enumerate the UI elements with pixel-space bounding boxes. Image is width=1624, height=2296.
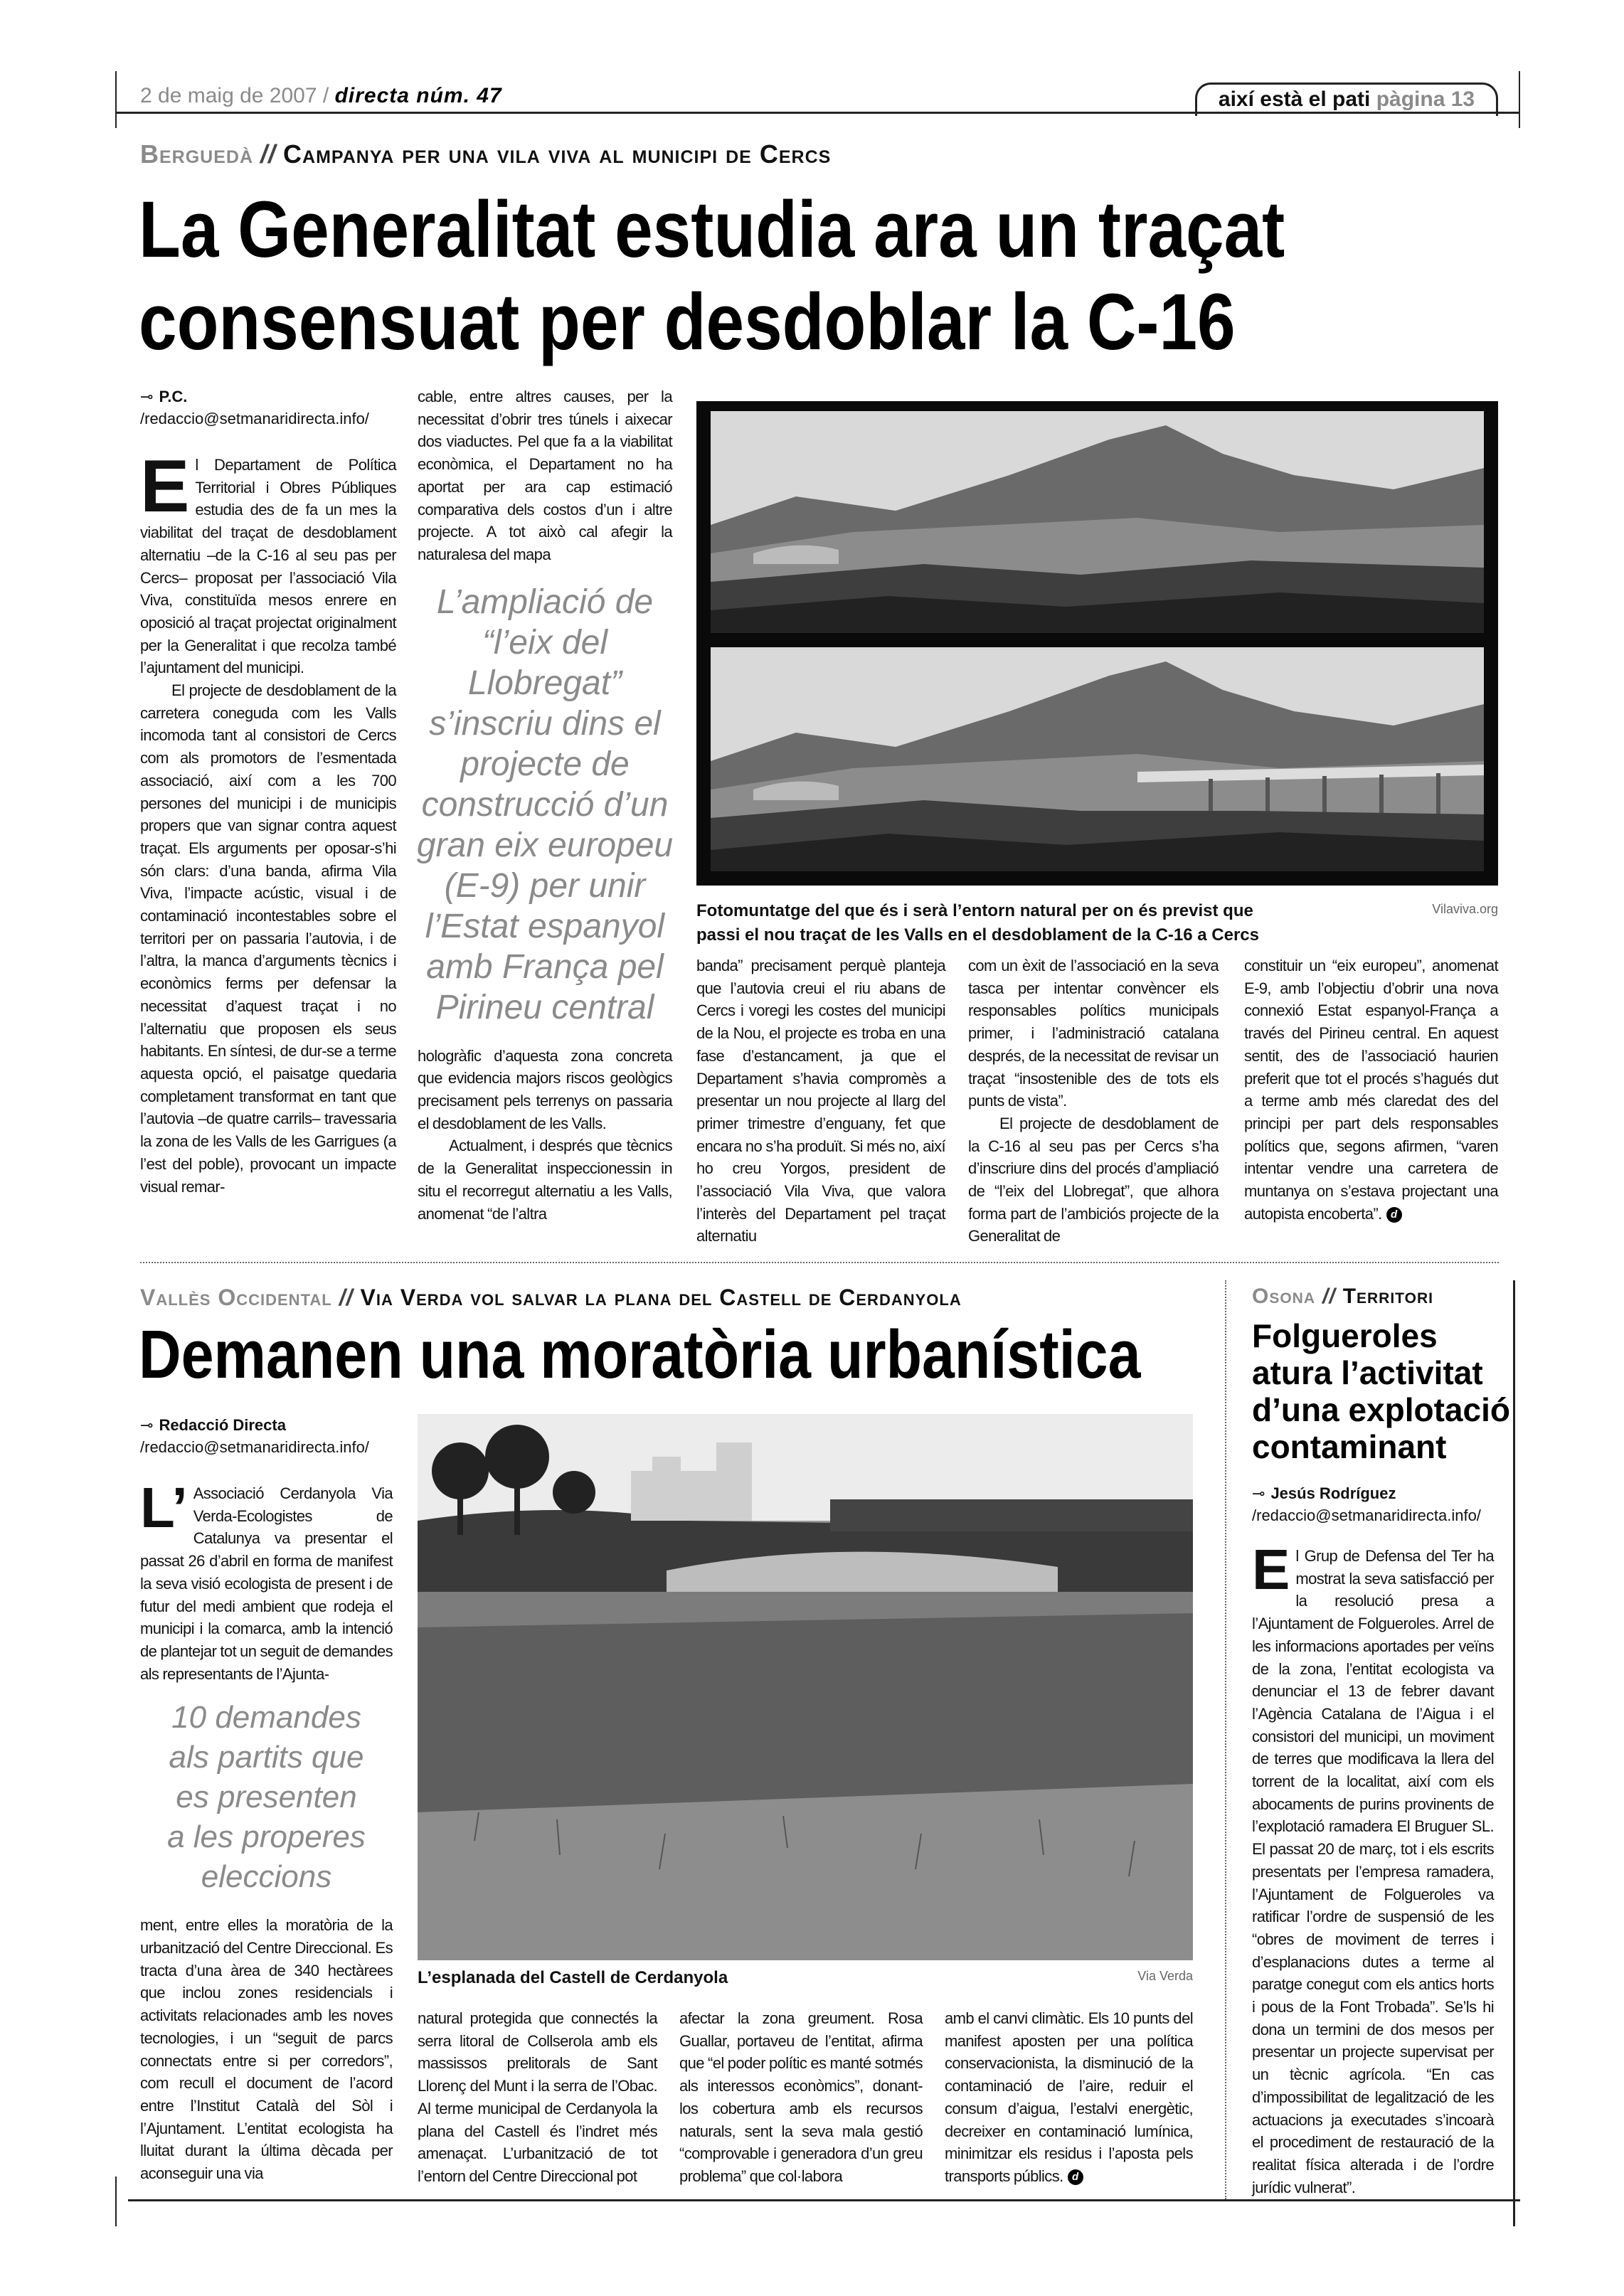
article1-column-2 (418, 386, 672, 1225)
right-column-rule (1513, 1280, 1515, 2226)
article3-body (1252, 1538, 1494, 2199)
headline-line: contaminant (1252, 1428, 1447, 1465)
byline-arrow-icon: ⊸ (1252, 1484, 1265, 1502)
photomontage-caption: Fotomuntatge del que és i serà l’entorn natural per on és previst que passi el nou traçat de les Valls en el desdoblament de la C-16 a Cercs (696, 901, 1259, 945)
article1-column-4 (968, 955, 1219, 1248)
right-margin-rule (1519, 71, 1520, 128)
kicker-topic: Campanya per una vila viva al municipi de Cercs (283, 139, 832, 169)
paragraph: Actualment, i després que tècnics de la Generalitat inspeccionessin in situ el recorregut alternatiu a les Valls, anomenat “de l’altra (418, 1137, 672, 1223)
kicker-topic: Via Verda vol salvar la plana del Castell de Cerdanyola (360, 1285, 962, 1310)
quote-line: a les properes (167, 1819, 366, 1855)
quote-line: l’Estat espanyol (425, 907, 665, 945)
photo-credit: Via Verda (1137, 1969, 1193, 1983)
quote-line: projecte de (460, 745, 630, 783)
kicker-region: Berguedà (140, 139, 254, 169)
quote-line: gran eix europeu (416, 826, 674, 864)
page-number: pàgina 13 (1376, 87, 1475, 111)
issue-info (140, 84, 502, 108)
left-margin-rule (115, 71, 117, 128)
directa-end-icon: d (1068, 2169, 1083, 2185)
footer-left-tick (115, 2177, 117, 2226)
article2-column-1-bottom (140, 1914, 393, 2184)
quote-line: L’ampliació de (436, 583, 654, 621)
directa-end-icon: d (1386, 1207, 1402, 1223)
section-name: així està el pati (1218, 87, 1371, 111)
paragraph: amb el canvi climàtic. Els 10 punts del manifest aposten per una política conservacionista, la disminució de la contaminació de l’aire, reduir el consum d’aigua, l’estalvi energètic, decreixer en contaminació lumínica, minimitzar els residus i l’aposta pels transports públics. (945, 2009, 1193, 2185)
byline-email: /redaccio@setmanaridirecta.info/ (140, 410, 369, 427)
headline-line: Folgueroles (1252, 1317, 1438, 1354)
section-divider (140, 1262, 1499, 1263)
castle-photo (418, 1414, 1193, 1960)
article1-pull-quote (413, 582, 676, 1028)
paragraph: constituir un “eix europeu”, anomenat E-9, amb l’objectiu d’obrir una nova connexió Estat espanyol-França a través del Pirineu central. En aquest sentit, des de l’associació haurien preferit que tot el procés s’hagués dut a terme amb més claredat des del principi per part dels responsables polítics que, segons afirmen, “varen intentar vendre una carretera de muntanya on s’estava projectant una autopista encoberta”. (1244, 957, 1498, 1223)
paragraph: com un èxit de l’associació en la seva tasca per intentar convèncer els responsables polítics municipals primer, i l’administració catalana després, de la necessitat de revisar un traçat “insostenible des de tots els punts de vista”. (968, 957, 1219, 1110)
paragraph: l Departament de Política Territorial i Obres Públiques estudia des de fa un mes la viabilitat del traçat de desdoblament alternatiu –de la C-16 al seu pas per Cercs– proposat per l’associació Vila Viva, constituïda mesos enrere en oposició al traçat projectat originalment per la Generalitat i que recolza també l’ajuntament del municipi. (140, 456, 396, 677)
article1-column-2-top (418, 386, 672, 566)
article2-column-2 (418, 2007, 657, 2188)
byline-author: Jesús Rodríguez (1270, 1484, 1396, 1502)
article2-headline: Demanen una moratòria urbanística (139, 1317, 1141, 1393)
quote-line: eleccions (201, 1859, 332, 1895)
kicker-separator: // (260, 139, 277, 169)
quote-line: amb França pel (426, 947, 664, 986)
issue-date: 2 de maig de 2007 (140, 84, 317, 107)
issue-slash: / (322, 84, 329, 107)
article2-kicker (140, 1285, 962, 1311)
article3-kicker (1252, 1285, 1433, 1309)
kicker-region: Vallès Occidental (140, 1285, 332, 1310)
byline-arrow-icon: ⊸ (140, 1416, 154, 1434)
article1-kicker (140, 139, 831, 169)
kicker-topic: Territori (1342, 1285, 1433, 1308)
kicker-separator: // (1322, 1285, 1336, 1308)
headline-line: atura l’activitat (1252, 1354, 1483, 1391)
article3-byline (1252, 1482, 1481, 1526)
paragraph: ment, entre elles la moratòria de la urbanització del Centre Direccional. Es tracta d’una àrea de 340 hectàrees que inclou zones residencials i activitats relacionades amb les noves tecnologies, i un “seguit de parcs connectats entre si per corredors”, com recull el document de l’acord entre l’Institut Català del Sòl i l’Ajuntament. L’entitat ecologista ha lluitat durant la última dècada per aconseguir una via (140, 1916, 393, 2183)
byline-arrow-icon: ⊸ (140, 388, 154, 405)
quote-line: es presenten (176, 1780, 357, 1815)
paragraph: cable, entre altres causes, per la necessitat d’obrir tres túnels i aixecar dos viaductes. Pel que fa a la viabilitat econòmica, el Departament no ha aportat per ara cap estimació comparativa dels costos d’un i altre projecte. A tot això cal afegir la naturalesa del mapa (418, 388, 672, 563)
headline-line: d’una explotació (1252, 1391, 1510, 1428)
paragraph: El projecte de desdoblament de la C-16 al seu pas per Cercs s’ha d’inscriure dins del procés d’ampliació de “l’eix del Llobregat”, que alhora forma part de l’ambiciós projecte de la Generalitat de (968, 1114, 1219, 1245)
castle-photo-caption: L’esplanada del Castell de Cerdanyola (418, 1968, 728, 1987)
article2-column-3 (679, 2007, 923, 2188)
quote-line: s’inscriu dins el (429, 704, 661, 743)
article2-column-1-top (140, 1476, 393, 1685)
paragraph: natural protegida que connectés la serra litoral de Collserola amb els massissos prelitorals de Sant Llorenç del Munt i la serra de l’Obac. Al terme municipal de Cerdanyola la plana del Castell és l’indret més amenaçat. L’urbanització de tot l’entorn del Centre Direccional pot (418, 2009, 657, 2185)
dropcap: L’ (140, 1476, 188, 1539)
dropcap: E (140, 445, 190, 528)
article1-column-2-bottom (418, 1045, 672, 1226)
publication-name: directa núm. 47 (334, 84, 502, 107)
paragraph: banda” precisament perquè planteja que l’autovia creui el riu abans de Cercs i voregi les costes del municipi de la Nou, el projecte es troba en una fase d’estancament, ja que el Departament s’havia compromès a presentar un nou projecte al llarg del primer trimestre d’enguany, fet que encara no s’ha produït. Si més no, així ho creu Yorgos, president de l’associació Vila Viva, que valora l’interès del Departament pel traçat alternatiu (696, 957, 945, 1245)
headline-line: La Generalitat estudia ara un traçat (139, 185, 1285, 274)
article2-column-4 (945, 2007, 1193, 2188)
byline-email: /redaccio@setmanaridirecta.info/ (1252, 1506, 1481, 1524)
article3-headline (1252, 1317, 1510, 1465)
quote-line: Pirineu central (435, 988, 654, 1026)
article1-byline (140, 386, 369, 430)
headline-line: consensuat per desdoblar la C-16 (139, 277, 1236, 366)
paragraph: hologràfic d’aquesta zona concreta que evidencia majors riscos geològics precisament pels terrenys on passaria el desdoblament de les Valls. (418, 1046, 672, 1132)
kicker-region: Osona (1252, 1285, 1316, 1308)
article1-headline (139, 184, 1285, 368)
dropcap: E (1252, 1538, 1290, 1601)
article1-column-3 (696, 955, 945, 1248)
photo-after (711, 647, 1484, 871)
byline-email: /redaccio@setmanaridirecta.info/ (140, 1438, 369, 1456)
quote-line: als partits que (169, 1740, 364, 1775)
paragraph: afectar la zona greument. Rosa Guallar, portaveu de l’entitat, afirma que “el poder polític es manté sotmés als interessos econòmics”, donant-los cobertura amb els recursos naturals, sent la seva mala gestió “comprovable i generadora d’un greu problema” que col·labora (679, 2009, 923, 2185)
column-divider (1225, 1280, 1226, 2199)
paragraph: Associació Cerdanyola Via Verda-Ecologistes de Catalunya va presentar el passat 26 d’abril en forma de manifest la seva visió ecologista de present i de futur del medi ambient que rodeja el municipi i la comarca, amb la intenció de plantejar tot un seguit de demandes als representants de l’Ajunta- (140, 1484, 393, 1683)
byline-author: Redacció Directa (159, 1416, 286, 1434)
kicker-separator: // (339, 1285, 354, 1310)
quote-line: construcció d’un (421, 785, 669, 824)
footer-rule (128, 2199, 1520, 2201)
quote-line: “l’eix del (482, 623, 608, 661)
section-tab (1195, 83, 1498, 116)
quote-line: Llobregat” (467, 664, 622, 702)
article2-column-1 (140, 1476, 393, 2185)
quote-line: (E-9) per unir (444, 866, 646, 905)
paragraph: El projecte de desdoblament de la carretera coneguda com les Valls incomoda tant al consistori de Cercs com als promotors de l’esmentada associació, així com a les 700 persones del municipi i de municipis propers que van signar contra aquest traçat. Els arguments per oposar-s’hi són clars: d’una banda, afirma Vila Viva, l’impacte acústic, visual i de contaminació incontestables sobre el territori per on passaria l’autovia, i de l’altra, la manca d’arguments tècnics i econòmics ferms per defensar la necessitat d’aquest traçat i no l’alternatiu que proposen els seus habitants. En síntesi, de dur-se a terme aquesta opció, el paisatge quedaria completament transformat en tant que l’autovia –de quatre carrils– travessaria la zona de les Valls de les Garrigues (a l’est del poble), provocant un impacte visual remar- (140, 681, 396, 1196)
article1-column-1 (140, 445, 396, 1198)
article1-column-5 (1244, 955, 1498, 1225)
photomontage-frame (696, 401, 1498, 886)
photo-before (711, 411, 1484, 633)
article2-pull-quote (140, 1698, 393, 1897)
byline-author: P.C. (159, 388, 188, 405)
photo-credit: Vilaviva.org (1432, 902, 1498, 916)
article2-byline (140, 1414, 369, 1458)
paragraph: l Grup de Defensa del Ter ha mostrat la seva satisfacció per la resolució presa a l’Ajuntament de Folgueroles. Arrel de les informacions aportades per veïns de la zona, l’entitat ecologista va denunciar el 13 de febrer davant l’Agència Catalana de l’Aigua i el consistori del municipi, un moviment de terres que modificava la llera del torrent de la localitat, així com els abocaments de purins provinents de l’explotació ramadera El Bruguer SL. El passat 20 de març, tot i els escrits presentats per l’empresa ramadera, l’Ajuntament de Folgueroles va ratificar l’ordre de suspensió de les “obres de moviment de terres i d’esplanacions dutes a terme al paratge conegut com els antics horts i pous de la Font Trobada”. Se’ls hi dona un termini de dos mesos per presentar un projecte supervisat per un tècnic agrícola. “En cas d’impossibilitat de legalització de les actuacions ja executades s’incoarà el procediment de restauració de la realitat física alterada i de l’ordre jurídic vulnerat”. (1252, 1547, 1494, 2196)
quote-line: 10 demandes (171, 1700, 361, 1736)
